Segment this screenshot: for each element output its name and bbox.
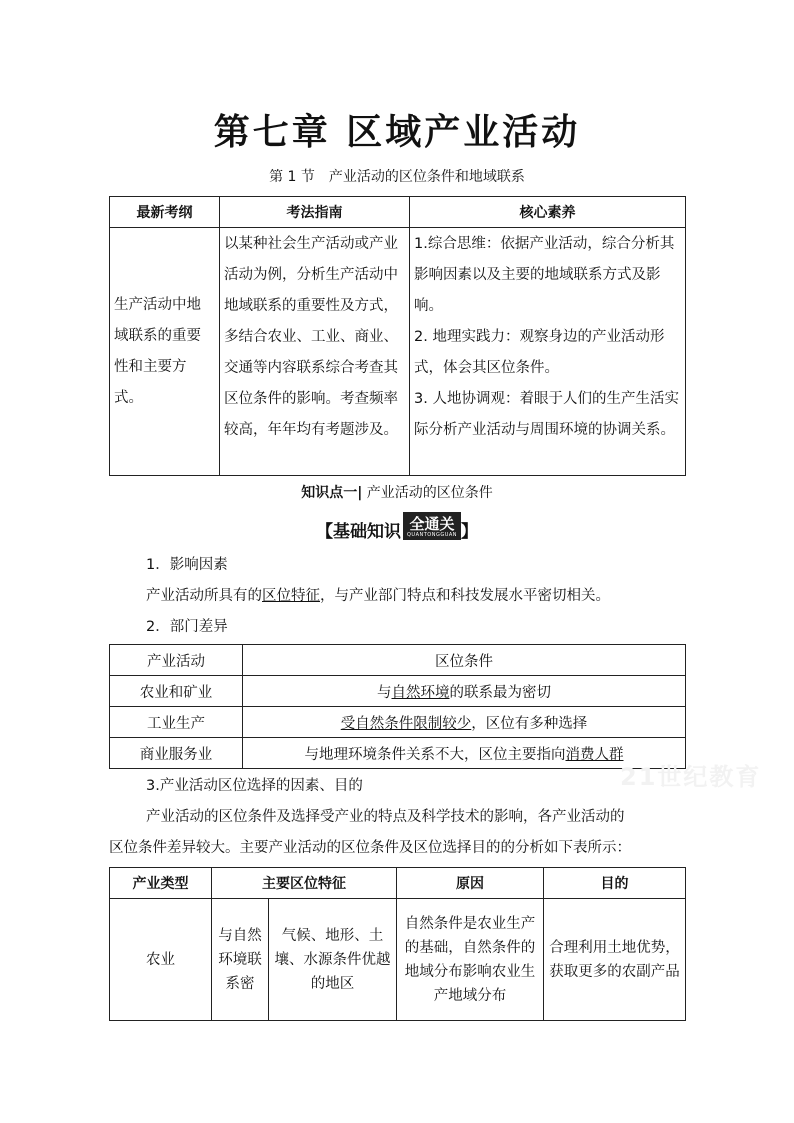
literacy-item: 2. 地理实践力：观察身边的产业活动形式，体会其区位条件。 (414, 329, 665, 376)
section-title (0, 166, 794, 186)
section-label: 第 1 节 (269, 169, 315, 185)
condition-underlined: 受自然条件限制较少 (340, 715, 472, 732)
outline-table (109, 196, 686, 476)
condition-underlined: 消费人群 (565, 746, 624, 763)
outline-method: 以某种社会生产活动或产业活动为例，分析生产活动中地域联系的重要性及方式，多结合农业、工业、商业、交通等内容联系综合考查其区位条件的影响。考查频率较高，年年均有考题涉及。 (220, 228, 410, 476)
analysis-feature-b: 气候、地形、土壤、水源条件优越的地区 (269, 899, 397, 1021)
sector-table (109, 644, 686, 769)
knowledge-point-heading (0, 482, 794, 502)
analysis-purpose: 合理利用土地优势，获取更多的农副产品 (544, 899, 686, 1021)
banner-right: 】 (461, 522, 479, 542)
sector-name: 商业服务业 (110, 738, 243, 769)
sector-header-condition: 区位条件 (243, 645, 686, 676)
condition-post: ，区位有多种选择 (471, 715, 588, 732)
analysis-feature-a: 与自然环境联系密 (212, 899, 269, 1021)
analysis-table (109, 867, 686, 1021)
item1-underlined-term: 区位特征 (262, 588, 320, 604)
table-row (110, 676, 686, 707)
item1-text-post: ，与产业部门特点和科技发展水平密切相关。 (320, 588, 610, 604)
banner-badge (403, 512, 461, 540)
item3-paragraph-line1: 产业活动的区位条件及选择受产业的特点及科学技术的影响，各产业活动的 (146, 809, 625, 825)
banner-badge-text: 全通关 (409, 515, 455, 533)
sector-name: 农业和矿业 (110, 676, 243, 707)
analysis-header-reason: 原因 (397, 868, 544, 899)
condition-pre: 与地理环境条件关系不大，区位主要指向 (304, 746, 566, 763)
table-row (110, 899, 686, 1021)
outline-header-method: 考法指南 (220, 197, 410, 228)
banner-left: 【基础知识 (315, 522, 401, 542)
literacy-item: 3. 人地协调观：着眼于人们的生产生活实际分析产业活动与周围环境的协调关系。 (414, 391, 679, 438)
knowledge-point-separator: | (357, 485, 363, 501)
item2-heading: 2．部门差异 (146, 619, 228, 635)
banner-badge-sub: QUANTONGGUAN (406, 532, 458, 538)
analysis-header-feature: 主要区位特征 (212, 868, 397, 899)
section-name: 产业活动的区位条件和地域联系 (328, 169, 525, 185)
condition-post: 的联系最为密切 (449, 684, 551, 701)
outline-literacy (410, 228, 686, 476)
item3-paragraph-line2: 区位条件差异较大。主要产业活动的区位条件及区位选择目的的分析如下表所示： (109, 840, 631, 856)
knowledge-point-title: 产业活动的区位条件 (366, 485, 493, 501)
analysis-reason: 自然条件是农业生产的基础，自然条件的地域分布影响农业生产地域分布 (397, 899, 544, 1021)
analysis-header-type: 产业类型 (110, 868, 212, 899)
item1-heading: 1．影响因素 (146, 557, 228, 573)
item1-text (146, 584, 610, 605)
chapter-title: 第七章 区域产业活动 (213, 111, 581, 153)
analysis-header-purpose: 目的 (544, 868, 686, 899)
condition-underlined: 自然环境 (391, 684, 450, 701)
section-banner (0, 512, 794, 542)
knowledge-point-label: 知识点一 (301, 485, 358, 501)
item1-text-pre: 产业活动所具有的 (146, 588, 262, 604)
item3-heading: 3.产业活动区位选择的因素、目的 (146, 778, 363, 794)
sector-header-activity: 产业活动 (110, 645, 243, 676)
condition-pre: 与 (377, 684, 392, 701)
analysis-type: 农业 (110, 899, 212, 1021)
outline-header-literacy: 核心素养 (410, 197, 686, 228)
outline-header-syllabus: 最新考纲 (110, 197, 220, 228)
sector-condition (243, 676, 686, 707)
sector-condition (243, 707, 686, 738)
watermark: 21世纪教育 (620, 763, 762, 791)
sector-name: 工业生产 (110, 707, 243, 738)
table-row (110, 707, 686, 738)
outline-syllabus: 生产活动中地域联系的重要性和主要方式。 (110, 228, 220, 476)
literacy-item: 1.综合思维：依据产业活动，综合分析其影响因素以及主要的地域联系方式及影响。 (414, 236, 675, 314)
table-row (110, 738, 686, 769)
